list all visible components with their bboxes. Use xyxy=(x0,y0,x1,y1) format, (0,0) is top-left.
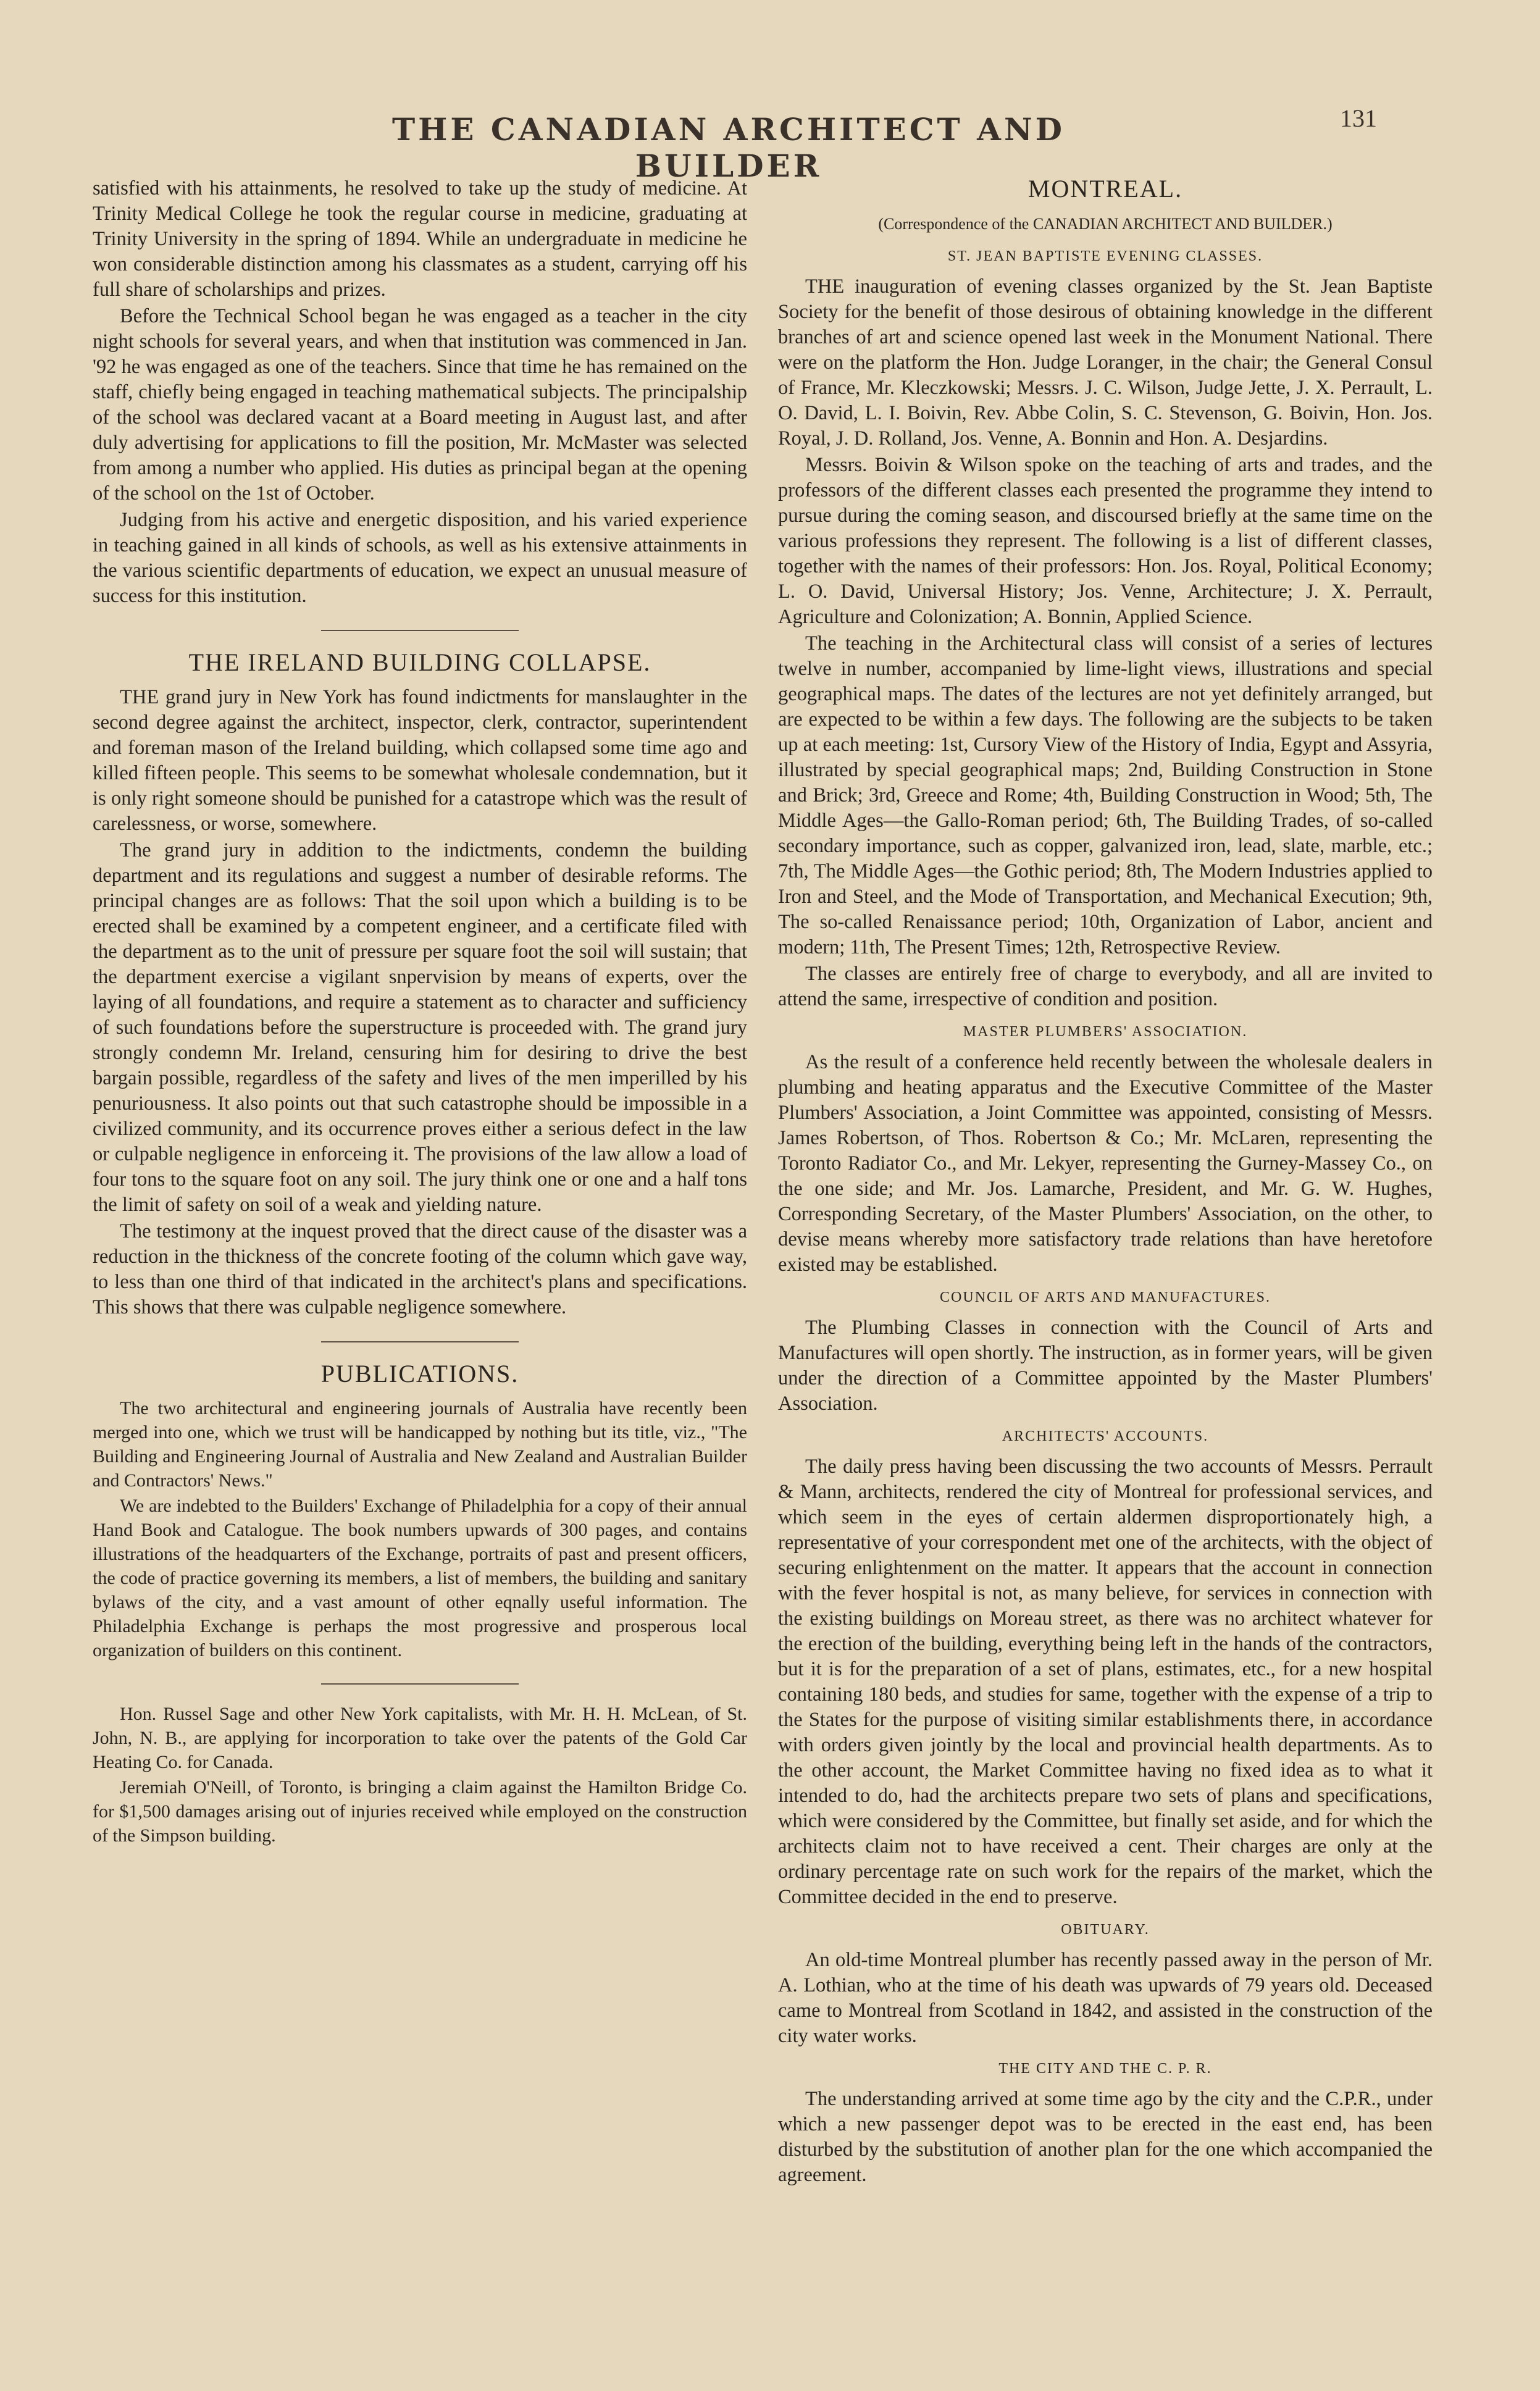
paragraph: Jeremiah O'Neill, of Toronto, is bringing a claim against the Hamilton Bridge Co. for $1,500 damages arising out of injuries received while employed on the construction of the Simpson building. xyxy=(93,1777,747,1846)
divider xyxy=(321,1683,519,1685)
left-column xyxy=(93,176,747,1849)
paragraph: We are indebted to the Builders' Exchange of Philadelphia for a copy of their annual Hand Book and Catalogue. The book numbers upwards of 300 pages, and contains illustrations of the headquarters of the Exchange, portraits of past and present officers, the code of practice governing its members, a list of members, the building and sanitary bylaws of the city, and a vast amount of other eqnally useful information. The Philadelphia Exchange is perhaps the most progressive and prosperous local organization of builders on this continent. xyxy=(93,1496,747,1660)
subsection-heading: THE CITY AND THE C. P. R. xyxy=(998,2061,1212,2077)
subsection-heading: COUNCIL OF ARTS AND MANUFACTURES. xyxy=(940,1289,1271,1305)
paragraph: Judging from his active and energetic disposition, and his varied experience in teaching gained in all kinds of schools, as well as his extensive attainments in the various scientific departments of education, we expect an unusual measure of success for this institution. xyxy=(93,509,747,607)
subsection-heading: OBITUARY. xyxy=(1061,1922,1150,1938)
divider xyxy=(321,630,519,631)
paragraph: Messrs. Boivin & Wilson spoke on the teaching of arts and trades, and the professors of the different classes each presented the programme they intend to pursue during the coming season, and discoursed briefly at the same time on the various professions they represent. The following is a list of different classes, together with the names of their professors: Hon. Jos. Royal, Political Economy; L. O. David, Universal History; Jos. Venne, Architecture; J. X. Perrault, Agriculture and Colonization; A. Bonnin, Applied Science. xyxy=(778,454,1433,628)
paragraph: The Plumbing Classes in connection with the Council of Arts and Manufactures will open shortly. The instruction, as in former years, will be given under the direction of a Committee appointed by the Master Plumbers' Association. xyxy=(778,1317,1433,1415)
correspondence-line: (Correspondence of the CANADIAN ARCHITECT AND BUILDER.) xyxy=(878,215,1333,233)
paragraph: satisfied with his attainments, he resolved to take up the study of medicine. At Trinity Medical College he took the regular course in medicine, graduating at Trinity University in the spring of 1894. While an undergraduate in medicine he won considerable distinction among his classmates as a student, carrying off his full share of scholarships and prizes. xyxy=(93,177,747,301)
page-number: 131 xyxy=(1340,104,1377,132)
section-heading: THE IRELAND BUILDING COLLAPSE. xyxy=(188,648,651,676)
right-column xyxy=(778,157,1433,2189)
subsection-heading: ARCHITECTS' ACCOUNTS. xyxy=(1002,1428,1209,1444)
paragraph: Hon. Russel Sage and other New York capitalists, with Mr. H. H. McLean, of St. John, N. B., are applying for incorporation to take over the patents of the Gold Car Heating Co. for Canada. xyxy=(93,1704,747,1772)
paragraph: The two architectural and engineering journals of Australia have recently been merged into one, which we trust will be handicapped by nothing but its title, viz., "The Building and Engineering Journal of Australia and New Zealand and Australian Builder and Contractors' News." xyxy=(93,1398,747,1491)
section-heading: PUBLICATIONS. xyxy=(320,1360,519,1388)
section-heading: MONTREAL. xyxy=(1027,175,1183,203)
paragraph: The teaching in the Architectural class will consist of a series of lectures twelve in number, accompanied by lime-light views, illustrations and special geographical maps. The dates of the lectures are not yet definitely arranged, but are expected to be within a few days. The following are the subjects to be taken up at each meeting: 1st, Cursory View of the History of India, Egypt and Assyria, illustrated by special geographical maps; 2nd, Building Construction in Stone and Brick; 3rd, Greece and Rome; 4th, Building Construction in Wood; 5th, The Middle Ages—the Gallo-Roman period; 6th, The Building Trades, of so-called secondary importance, such as copper, galvanized iron, lead, slate, marble, etc.; 7th, The Middle Ages—the Gothic period; 8th, The Modern Industries applied to Iron and Steel, and the Mode of Transportation, and Mechanical Execution; 9th, The so-called Renaissance period; 10th, Organization of Labor, ancient and modern; 11th, The Present Times; 12th, Retrospective Review. xyxy=(778,632,1433,958)
paragraph: The daily press having been discussing the two accounts of Messrs. Perrault & Mann, architects, rendered the city of Montreal for professional services, and which seem in the eyes of certain aldermen disproportionately high, a representative of your correspondent met one of the architects, with the object of securing enlightenment on the matter. It appears that the account in connection with the fever hospital is not, as many believe, for services in connection with the existing buildings on Moreau street, as there was no architect whatever for the erection of the building, everything being left in the hands of the contractors, but it is for the preparation of a set of plans, estimates, etc., for a new hospital containing 180 beds, and studies for same, together with the expense of a trip to the States for the purpose of visiting similar establishments there, in accordance with orders given jointly by the local and provincial health departments. As to the other account, the Market Committee having no fixed idea as to what it intended to do, had the architects prepare two sets of plans and specifications, which were considered by the Committee, but finally set aside, and for which the architects claim not to have received a cent. Their charges are only at the ordinary percentage rate on such work for the repairs of the market, which the Committee decided in the end to preserve. xyxy=(778,1455,1433,1908)
paragraph: Before the Technical School began he was engaged as a teacher in the city night schools for several years, and when that institution was commenced in Jan. '92 he was engaged as one of the teachers. Since that time he has remained on the staff, chiefly being engaged in teaching mathematical subjects. The principalship of the school was declared vacant at a Board meeting in August last, and after duly advertising for applications to fill the position, Mr. McMaster was selected from among a number who applied. His duties as principal began at the opening of the school on the 1st of October. xyxy=(93,305,747,505)
masthead-title: THE CANADIAN ARCHITECT AND BUILDER xyxy=(391,111,1066,184)
publications-block xyxy=(93,1396,747,1848)
paragraph: The classes are entirely free of charge to everybody, and all are invited to attend the same, irrespective of condition and position. xyxy=(778,963,1433,1010)
paragraph: The understanding arrived at some time ago by the city and the C.P.R., under which a new passenger depot was to be erected in the east end, has been disturbed by the substitution of another plan for the one which accompanied the agreement. xyxy=(778,2088,1433,2186)
paragraph: The testimony at the inquest proved that the direct cause of the disaster was a reduction in the thickness of the concrete footing of the column which gave way, to less than one third of that indicated in the architect's plans and specifications. This shows that there was culpable negligence somewhere. xyxy=(93,1220,747,1318)
paragraph: The grand jury in addition to the indictments, condemn the building department and its regulations and suggest a number of desirable reforms. The principal changes are as follows: That the soil upon which a building is to be erected shall be examined by a competent engineer, and a certificate filed with the department as to the unit of pressure per square foot the soil will sustain; that the department exercise a vigilant snpervision by means of experts, over the laying of all foundations, and require a statement as to character and sufficiency of such foundations before the superstructure is proceeded with. The grand jury strongly condemn Mr. Ireland, censuring him for desiring to drive the best bargain possible, regardless of the safety and lives of the men imperilled by his penuriousness. It also points out that such catastrophe should be impossible in a civilized community, and its occurrence proves either a serious defect in the law or culpable negligence in enforceing it. The provisions of the law allow a load of four tons to the square foot on any soil. The jury think one or one and a half tons the limit of safety on soil of a weak and yielding nature. xyxy=(93,839,747,1216)
paragraph: As the result of a conference held recently between the wholesale dealers in plumbing and heating apparatus and the Executive Committee of the Master Plumbers' Association, a Joint Committee was appointed, consisting of Messrs. James Robertson, of Thos. Robertson & Co.; Mr. McLaren, representing the Toronto Radiator Co., and Mr. Lekyer, representing the Gurney-Massey Co., on the one side; and Mr. Jos. Lamarche, President, and Mr. G. W. Hughes, Corresponding Secretary, of the Master Plumbers' Association, on the other, to devise means whereby more satisfactory trade relations than have heretofore existed may be established. xyxy=(778,1051,1433,1276)
paragraph: THE grand jury in New York has found indictments for manslaughter in the second degree against the architect, inspector, clerk, contractor, superintendent and foreman mason of the Ireland building, which collapsed some time ago and killed fifteen people. This seems to be somewhat wholesale condemnation, but it is only right someone should be punished for a catastrope which was the result of carelessness, or worse, somewhere. xyxy=(93,686,747,835)
paragraph: THE inauguration of evening classes organized by the St. Jean Baptiste Society for the benefit of those desirous of obtaining knowledge in the different branches of art and science opened last week in the Monument National. There were on the platform the Hon. Judge Loranger, in the chair; the General Consul of France, Mr. Kleczkowski; Messrs. J. C. Wilson, Judge Jette, J. X. Perrault, L. O. David, L. I. Boivin, Rev. Abbe Colin, S. C. Stevenson, G. Boivin, Hon. Jos. Royal, J. D. Rolland, Jos. Venne, A. Bonnin and Hon. A. Desjardins. xyxy=(778,275,1433,450)
subsection-heading: ST. JEAN BAPTISTE EVENING CLASSES. xyxy=(947,248,1263,264)
paragraph: An old-time Montreal plumber has recently passed away in the person of Mr. A. Lothian, who at the time of his death was upwards of 79 years old. Deceased came to Montreal from Scotland in 1842, and assisted in the construction of the city water works. xyxy=(778,1949,1433,2047)
subsection-heading: MASTER PLUMBERS' ASSOCIATION. xyxy=(963,1024,1248,1040)
divider xyxy=(321,1341,519,1342)
